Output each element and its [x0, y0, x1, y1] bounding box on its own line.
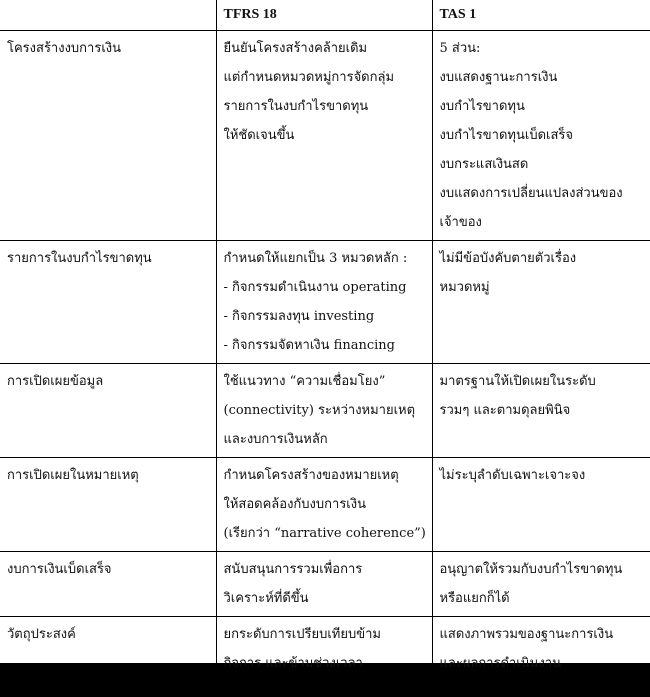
cell-line: หมวดหมู่	[439, 280, 490, 295]
table-row	[0, 31, 650, 241]
tfrs18-cell	[216, 458, 432, 552]
cell-line: งบแสดงฐานะการเงิน	[439, 70, 558, 85]
cell-line: ไม่ระบุลำดับเฉพาะเจาะจง	[439, 468, 586, 483]
table-row	[0, 241, 650, 364]
topic-text: วัตถุประสงค์	[7, 627, 76, 642]
tas1-cell	[432, 364, 650, 458]
cell-line: หรือแยกก็ได้	[439, 591, 510, 606]
header-tfrs18-cell: TFRS 18	[216, 0, 432, 31]
cell-line: งบแสดงการเปลี่ยนแปลงส่วนของ	[439, 186, 623, 201]
cell-line: งบกระแสเงินสด	[439, 157, 529, 172]
cell-line: มาตรฐานให้เปิดเผยในระดับ	[439, 374, 596, 389]
cell-line: ไม่มีข้อบังคับตายตัวเรื่อง	[439, 251, 577, 266]
cell-line: - กิจกรรมดำเนินงาน operating	[223, 280, 407, 295]
cell-line: งบกำไรขาดทุน	[439, 99, 525, 114]
cell-line: แต่กำหนดหมวดหมู่การจัดกลุ่ม	[223, 70, 395, 85]
cell-line: ยกระดับการเปรียบเทียบข้าม	[223, 627, 381, 642]
header-tas1-cell: TAS 1	[432, 0, 650, 31]
tfrs18-cell	[216, 617, 432, 682]
cell-line: รวมๆ และตามดุลยพินิจ	[439, 403, 571, 418]
cell-line: วิเคราะห์ที่ดีขึ้น	[223, 591, 309, 606]
cell-line: 5 ส่วน:	[439, 41, 481, 56]
tas1-cell	[432, 458, 650, 552]
cell-line: และงบการเงินหลัก	[223, 432, 328, 447]
header-topic-cell	[0, 0, 216, 31]
cell-line: กิจการ และข้ามช่วงเวลา	[223, 656, 363, 671]
topic-text: การเปิดเผยในหมายเหตุ	[7, 468, 139, 483]
topic-cell	[0, 241, 216, 364]
topic-cell	[0, 617, 216, 682]
cell-line: ใช้แนวทาง “ความเชื่อมโยง”	[223, 374, 386, 389]
topic-text: การเปิดเผยข้อมูล	[7, 374, 104, 389]
tas1-cell	[432, 552, 650, 617]
cell-line: ให้ชัดเจนขึ้น	[223, 128, 295, 143]
tfrs18-cell	[216, 364, 432, 458]
tfrs18-cell	[216, 31, 432, 241]
cell-line: งบกำไรขาดทุนเบ็ดเสร็จ	[439, 128, 573, 143]
topic-cell	[0, 364, 216, 458]
tas1-cell	[432, 617, 650, 682]
cell-line: รายการในงบกำไรขาดทุน	[223, 99, 369, 114]
topic-cell	[0, 552, 216, 617]
cell-line: สนับสนุนการรวมเพื่อการ	[223, 562, 363, 577]
header-row	[0, 0, 650, 31]
table-row	[0, 617, 650, 682]
topic-text: โครงสร้างงบการเงิน	[7, 41, 122, 56]
tfrs18-cell	[216, 241, 432, 364]
topic-cell	[0, 458, 216, 552]
cell-line: แสดงภาพรวมของฐานะการเงิน	[439, 627, 614, 642]
table-row	[0, 458, 650, 552]
cell-line: กำหนดให้แยกเป็น 3 หมวดหลัก :	[223, 251, 408, 266]
table-row	[0, 364, 650, 458]
cell-line: ยืนยันโครงสร้างคล้ายเดิม	[223, 41, 368, 56]
cell-line: - กิจกรรมลงทุน investing	[223, 309, 375, 324]
cell-line: เจ้าของ	[439, 215, 482, 230]
cell-line: กำหนดโครงสร้างของหมายเหตุ	[223, 468, 399, 483]
cell-line: และผลการดำเนินงาน	[439, 656, 562, 671]
topic-text: งบการเงินเบ็ดเสร็จ	[7, 562, 112, 577]
table-row	[0, 552, 650, 617]
topic-cell	[0, 31, 216, 241]
topic-text: รายการในงบกำไรขาดทุน	[7, 251, 152, 266]
cell-line: อนุญาตให้รวมกับงบกำไรขาดทุน	[439, 562, 623, 577]
tfrs18-cell	[216, 552, 432, 617]
tas1-cell	[432, 31, 650, 241]
cell-line: (เรียกว่า “narrative coherence”)	[223, 526, 426, 541]
cell-line: - กิจกรรมจัดหาเงิน financing	[223, 338, 395, 353]
cell-line: (connectivity) ระหว่างหมายเหตุ	[223, 403, 416, 418]
cell-line: ให้สอดคล้องกับงบการเงิน	[223, 497, 366, 512]
tas1-cell	[432, 241, 650, 364]
